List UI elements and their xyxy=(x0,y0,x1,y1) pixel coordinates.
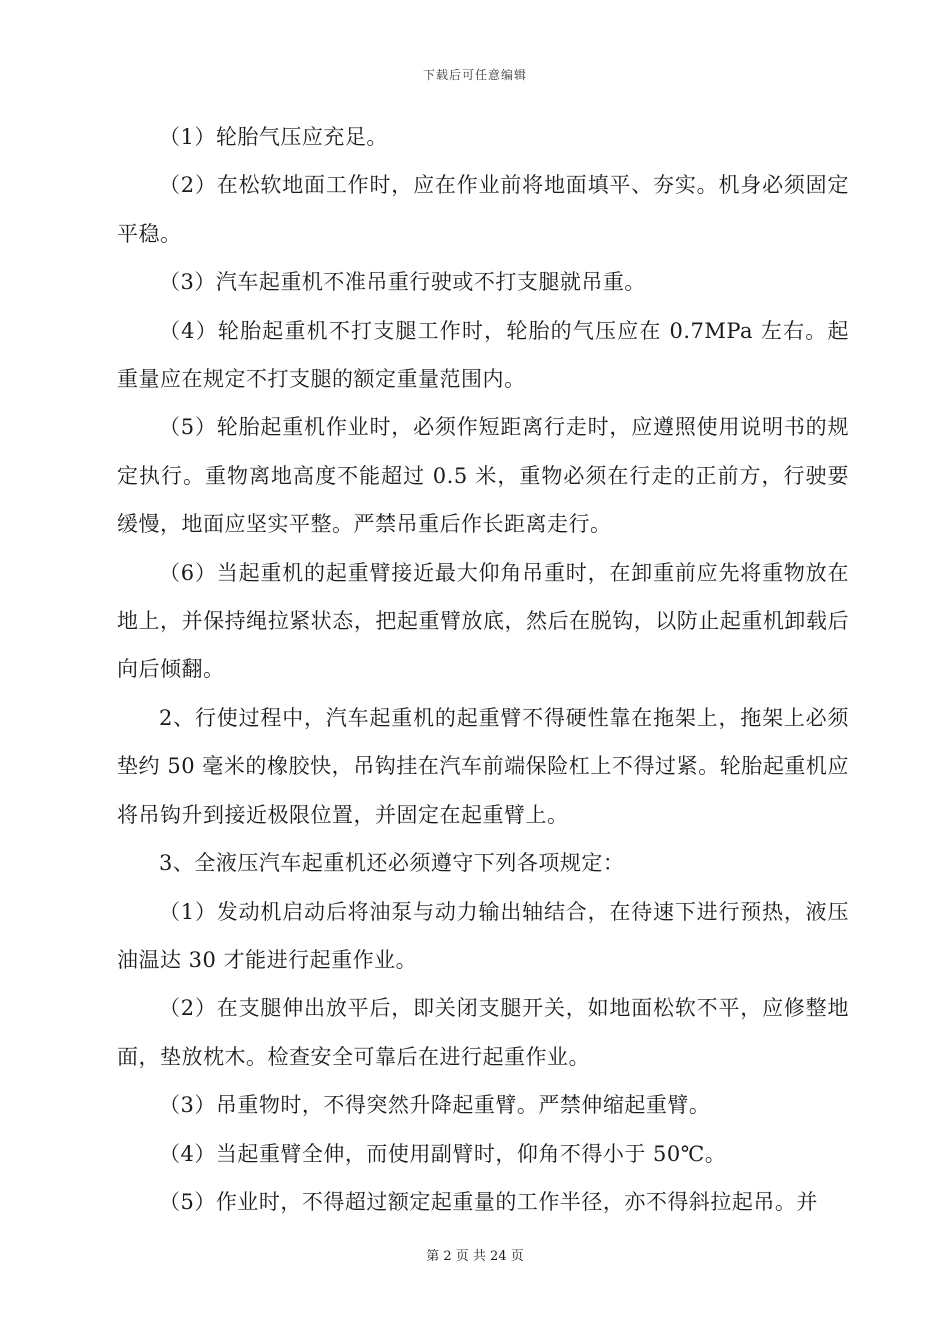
document-body xyxy=(117,113,849,1226)
paragraph: （5）轮胎起重机作业时，必须作短距离行走时，应遵照使用说明书的规定执行。重物离地高度不能超过 0.5 米，重物必须在行走的正前方，行驶要缓慢，地面应坚实平整。严禁吊重后作长距离走行。 xyxy=(117,415,849,537)
paragraph: 3、全液压汽车起重机还必须遵守下列各项规定： xyxy=(159,851,625,876)
paragraph: （2）在支腿伸出放平后，即关闭支腿开关，如地面松软不平，应修整地面，垫放枕木。检查安全可靠后在进行起重作业。 xyxy=(117,996,849,1069)
paragraph: （2）在松软地面工作时，应在作业前将地面填平、夯实。机身必须固定平稳。 xyxy=(117,173,849,246)
paragraph: （4）轮胎起重机不打支腿工作时，轮胎的气压应在 0.7MPa 左右。起重量应在规定不打支腿的额定重量范围内。 xyxy=(117,318,849,392)
paragraph: （3）汽车起重机不准吊重行驶或不打支腿就吊重。 xyxy=(159,270,646,295)
paragraph: （5）作业时，不得超过额定起重量的工作半径，亦不得斜拉起吊。并 xyxy=(159,1189,818,1214)
paragraph: （3）吊重物时，不得突然升降起重臂。严禁伸缩起重臂。 xyxy=(159,1093,711,1118)
page-number-footer: 第 2 页 共 24 页 xyxy=(426,1249,524,1264)
page-header-note: 下载后可任意编辑 xyxy=(422,68,527,82)
paragraph: （4）当起重臂全伸，而使用副臂时，仰角不得小于 50℃。 xyxy=(159,1141,727,1166)
paragraph: 2、行使过程中，汽车起重机的起重臂不得硬性靠在拖架上，拖架上必须垫约 50 毫米的橡胶快，吊钩挂在汽车前端保险杠上不得过紧。轮胎起重机应将吊钩升到接近极限位置，并固定在起重臂上。 xyxy=(117,705,849,827)
paragraph: （1）轮胎气压应充足。 xyxy=(159,125,388,149)
paragraph: （1）发动机启动后将油泵与动力输出轴结合，在待速下进行预热，液压油温达 30 才能进行起重作业。 xyxy=(117,899,849,972)
paragraph: （6）当起重机的起重臂接近最大仰角吊重时，在卸重前应先将重物放在地上，并保持绳拉紧状态，把起重臂放底，然后在脱钩，以防止起重机卸载后向后倾翻。 xyxy=(117,560,849,682)
